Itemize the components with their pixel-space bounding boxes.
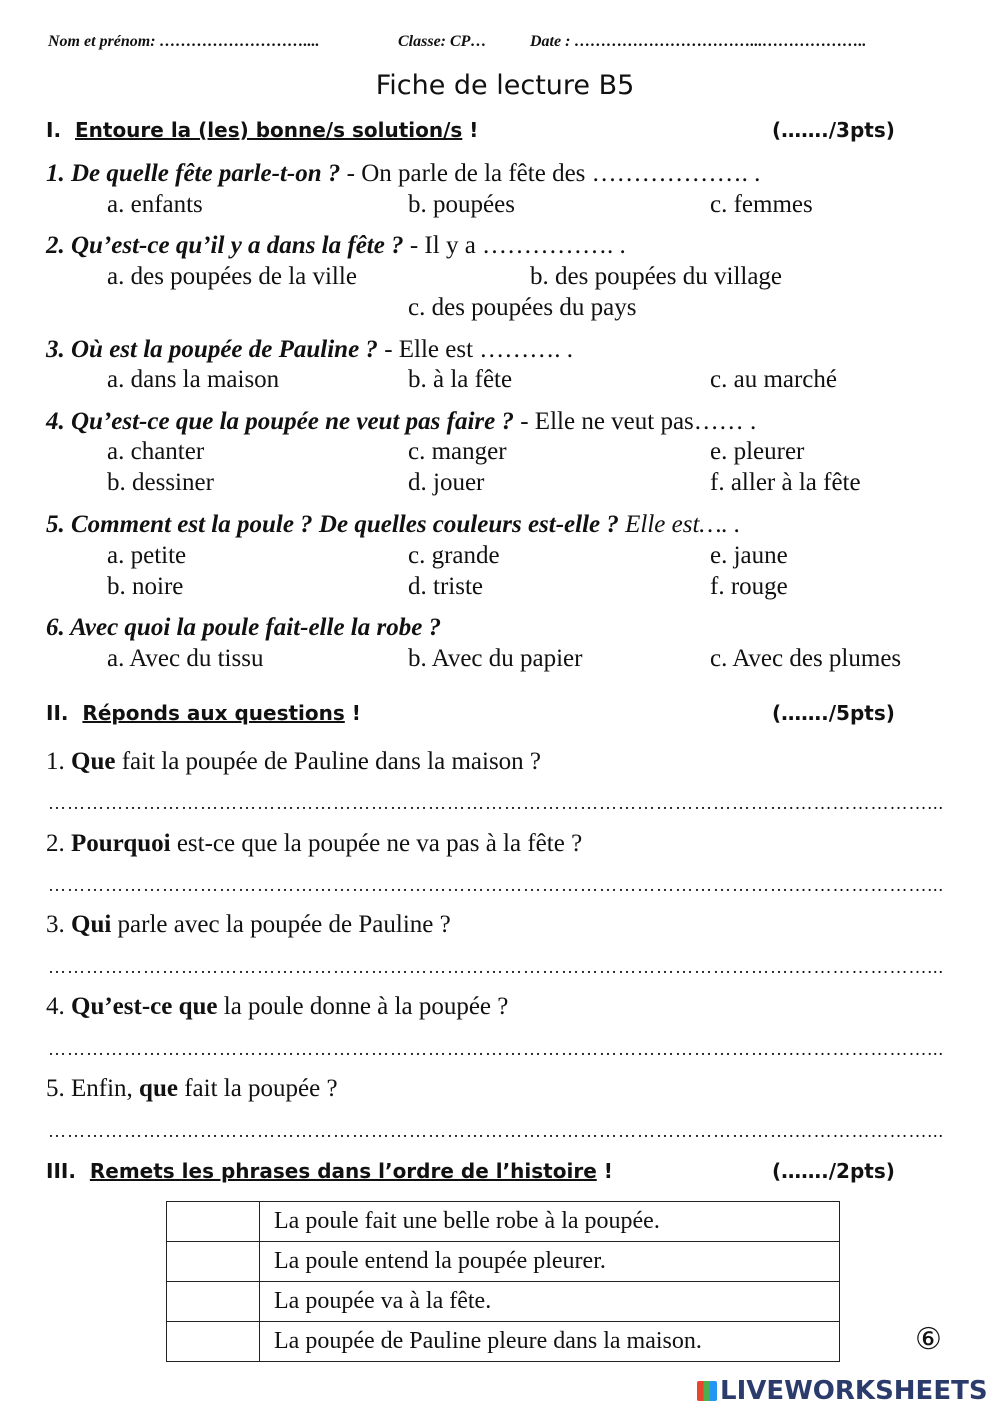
question-6-text: 6. Avec quoi la poule fait-elle la robe ? [46, 614, 442, 641]
option[interactable]: a. enfants [107, 191, 203, 218]
section2-title: Réponds aux questions [82, 701, 345, 725]
section3-bang: ! [596, 1159, 613, 1183]
answer-line-4[interactable]: ……………………………………………………………………………………………………….…………………... [48, 1039, 944, 1059]
logo-text: LIVEWORKSHEETS [720, 1376, 988, 1406]
option[interactable]: c. Avec des plumes [710, 645, 902, 672]
question-2-hint: - Il y a ……………. . [403, 232, 626, 259]
option[interactable]: b. à la fête [408, 366, 513, 393]
option[interactable]: e. jaune [710, 542, 788, 569]
option[interactable]: c. manger [408, 438, 507, 465]
page-title: Fiche de lecture B5 [375, 70, 635, 101]
logo-icon [697, 1381, 717, 1401]
question-1 [46, 160, 760, 188]
question-3-hint: - Elle est ………. . [377, 336, 574, 363]
option[interactable]: c. femmes [710, 191, 813, 218]
table-row [167, 1322, 840, 1362]
question-6 [46, 614, 441, 642]
option[interactable]: b. des poupées du village [530, 263, 783, 290]
order-number-cell[interactable] [167, 1202, 260, 1242]
question-4 [46, 408, 756, 436]
order-number-cell[interactable] [167, 1242, 260, 1282]
question-5 [46, 511, 740, 539]
section1-title: Entoure la (les) bonne/s solution/s [74, 118, 463, 142]
option[interactable]: f. aller à la fête [710, 469, 861, 496]
option[interactable]: d. triste [408, 573, 483, 600]
option[interactable]: b. noire [107, 573, 184, 600]
question-3-text: 3. Où est la poupée de Pauline ? [46, 336, 378, 363]
open-question-3: 3. Qui parle avec la poupée de Pauline ? [46, 911, 451, 938]
section3-title: Remets les phrases dans l’ordre de l’histoire [89, 1159, 597, 1183]
option[interactable]: b. dessiner [107, 469, 214, 496]
open-question-1: 1. Que fait la poupée de Pauline dans la maison ? [46, 748, 542, 775]
open-question-2: 2. Pourquoi est-ce que la poupée ne va pas à la fête ? [46, 830, 583, 857]
section1-num: I. [46, 118, 62, 142]
date-field-label: Date : ……………………………...……………….. [530, 33, 867, 50]
section2-bang: ! [344, 701, 361, 725]
question-1-text: 1. De quelle fête parle-t-on ? [46, 160, 341, 187]
option[interactable]: f. rouge [710, 573, 788, 600]
option[interactable]: a. dans la maison [107, 366, 280, 393]
option[interactable]: b. poupées [408, 191, 515, 218]
option[interactable]: c. grande [408, 542, 500, 569]
question-1-hint: - On parle de la fête des ………………. . [340, 160, 761, 187]
order-number-cell[interactable] [167, 1322, 260, 1362]
sentence-cell: La poule entend la poupée pleurer. [260, 1242, 840, 1282]
option[interactable]: a. Avec du tissu [107, 645, 264, 672]
liveworksheets-logo [697, 1376, 988, 1406]
open-question-5: 5. Enfin, que fait la poupée ? [46, 1075, 338, 1102]
sentence-cell: La poupée de Pauline pleure dans la maison. [260, 1322, 840, 1362]
open-question-4: 4. Qu’est-ce que la poule donne à la poupée ? [46, 993, 509, 1020]
table-row [167, 1282, 840, 1322]
order-table [166, 1201, 840, 1362]
option[interactable]: a. petite [107, 542, 187, 569]
sentence-cell: La poupée va à la fête. [260, 1282, 840, 1322]
question-2 [46, 232, 626, 260]
section1-bang: ! [462, 118, 479, 142]
answer-line-5[interactable]: ……………………………………………………………………………………………………….…………………... [48, 1121, 944, 1141]
page-number: ⑥ [915, 1322, 942, 1357]
question-2-text: 2. Qu’est-ce qu’il y a dans la fête ? [46, 232, 404, 259]
table-row [167, 1202, 840, 1242]
sentence-cell: La poule fait une belle robe à la poupée. [260, 1202, 840, 1242]
section1-heading [46, 118, 478, 142]
section3-heading [46, 1159, 613, 1183]
question-4-hint: - Elle ne veut pas…… . [513, 408, 757, 435]
answer-line-3[interactable]: ……………………………………………………………………………………………………….…………………... [48, 957, 944, 977]
table-row [167, 1242, 840, 1282]
option[interactable]: e. pleurer [710, 438, 805, 465]
option[interactable]: a. des poupées de la ville [107, 263, 357, 290]
section3-points: (……./2pts) [772, 1159, 895, 1183]
option[interactable]: d. jouer [408, 469, 485, 496]
order-number-cell[interactable] [167, 1282, 260, 1322]
option[interactable]: b. Avec du papier [408, 645, 583, 672]
section1-points: (……./3pts) [772, 118, 895, 142]
section2-points: (……./5pts) [772, 701, 895, 725]
question-4-text: 4. Qu’est-ce que la poupée ne veut pas faire ? [46, 408, 514, 435]
class-field-label: Classe: CP… [398, 33, 487, 50]
section3-num: III. [46, 1159, 76, 1183]
answer-line-2[interactable]: ……………………………………………………………………………………………………….…………………... [48, 875, 944, 895]
name-field-label: Nom et prénom: ……………………….... [48, 33, 320, 50]
question-5-hint: Elle est…. . [618, 511, 741, 538]
question-5-text: 5. Comment est la poule ? De quelles couleurs est-elle ? [46, 511, 619, 538]
question-3 [46, 336, 573, 364]
section2-heading [46, 701, 361, 725]
option[interactable]: c. des poupées du pays [408, 294, 637, 321]
answer-line-1[interactable]: ……………………………………………………………………………………………………….…………………... [48, 793, 944, 813]
option[interactable]: c. au marché [710, 366, 838, 393]
section2-num: II. [46, 701, 69, 725]
option[interactable]: a. chanter [107, 438, 205, 465]
